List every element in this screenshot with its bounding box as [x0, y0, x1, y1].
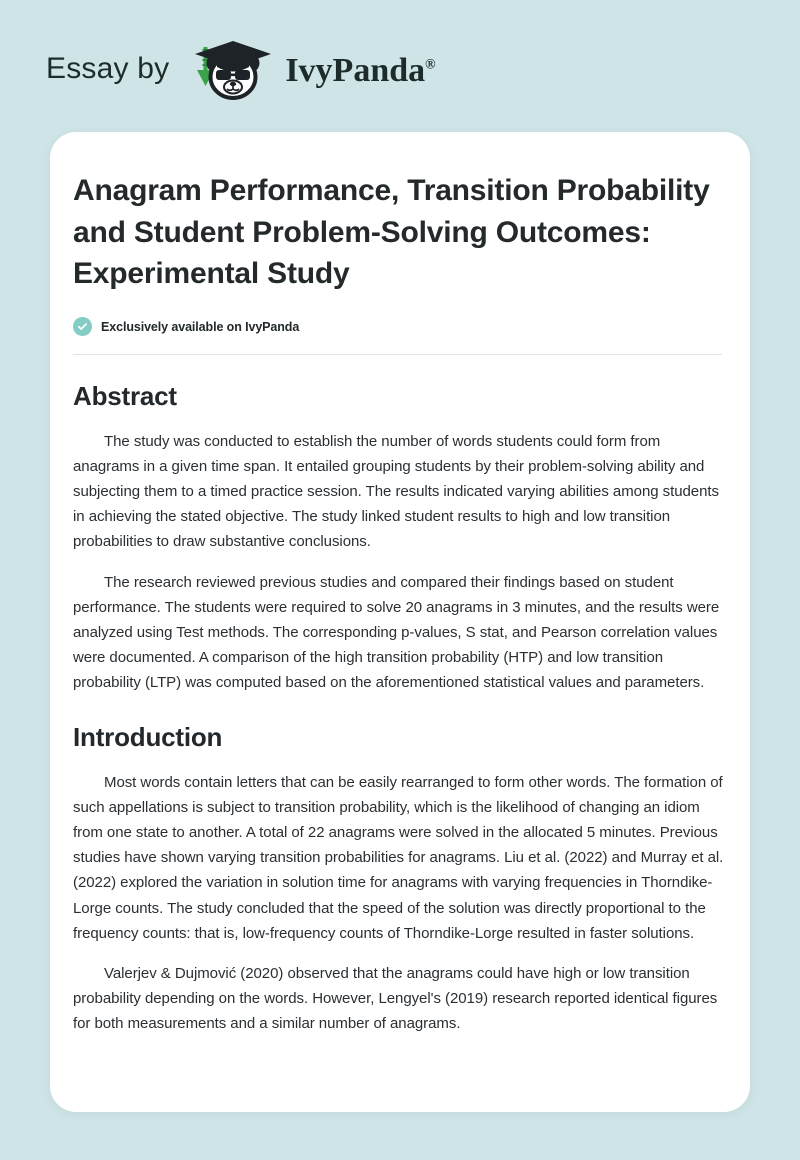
document-card — [50, 132, 750, 1112]
abstract-paragraph-1: The study was conducted to establish the number of words students could form from anagrams in a given time span. It entailed grouping students by their problem-solving ability and subjecting them to a timed practice session. The results indicated varying abilities among students in achieving the stated objective. The study linked student results to high and low transition probabilities to draw substantive conclusions. — [73, 432, 719, 551]
status-badge — [73, 317, 722, 337]
check-circle-icon — [73, 317, 92, 336]
abstract-paragraph-2: The research reviewed previous studies and compared their findings based on student performance. The students were required to solve 20 anagrams in 3 minutes, and the results were analyzed using Test methods. The corresponding p-values, S stat, and Pearson correlation values were documented. A comparison of the high transition probability (HTP) and low transition probability (LTP) was computed based on the aforementioned statistical values and parameters. — [73, 573, 720, 692]
panda-graduation-cap-icon — [183, 37, 279, 101]
brand-header — [46, 38, 436, 100]
essay-by-label: Essay by — [46, 52, 170, 85]
brand-wordmark-text: IvyPanda — [285, 52, 426, 89]
section-heading-introduction: Introduction — [73, 721, 223, 752]
section-heading-abstract: Abstract — [73, 380, 177, 411]
brand-wordmark — [285, 54, 435, 88]
document-content — [50, 132, 750, 1037]
introduction-paragraph-2: Valerjev & Dujmović (2020) observed that the anagrams could have high or low transition probability depending on the words. However, Lengyel's (2019) research reported identical figures for both measurements and a similar number of anagrams. — [73, 964, 718, 1033]
status-badge-label: Exclusively available on IvyPanda — [101, 319, 300, 334]
registered-trademark-symbol: ® — [425, 57, 436, 73]
title-divider — [73, 354, 722, 355]
page-title: Anagram Performance, Transition Probability and Student Problem-Solving Outcomes: Experimental Study — [73, 174, 710, 290]
introduction-paragraph-1: Most words contain letters that can be easily rearranged to form other words. The formation of such appellations is subject to transition probability, which is the likelihood of changing an idiom from one state to another. A total of 22 anagrams were solved in the allocated 5 minutes. Previous studies have shown varying transition probabilities for anagrams. Liu et al. (2022) and Murray et al. (2022) explored the variation in solution time for anagrams with varying frequencies in Thorndike-Lorge counts. The study concluded that the speed of the solution was directly proportional to the frequency counts: that is, low-frequency counts of Thorndike-Lorge resulted in faster solutions. — [73, 773, 724, 942]
